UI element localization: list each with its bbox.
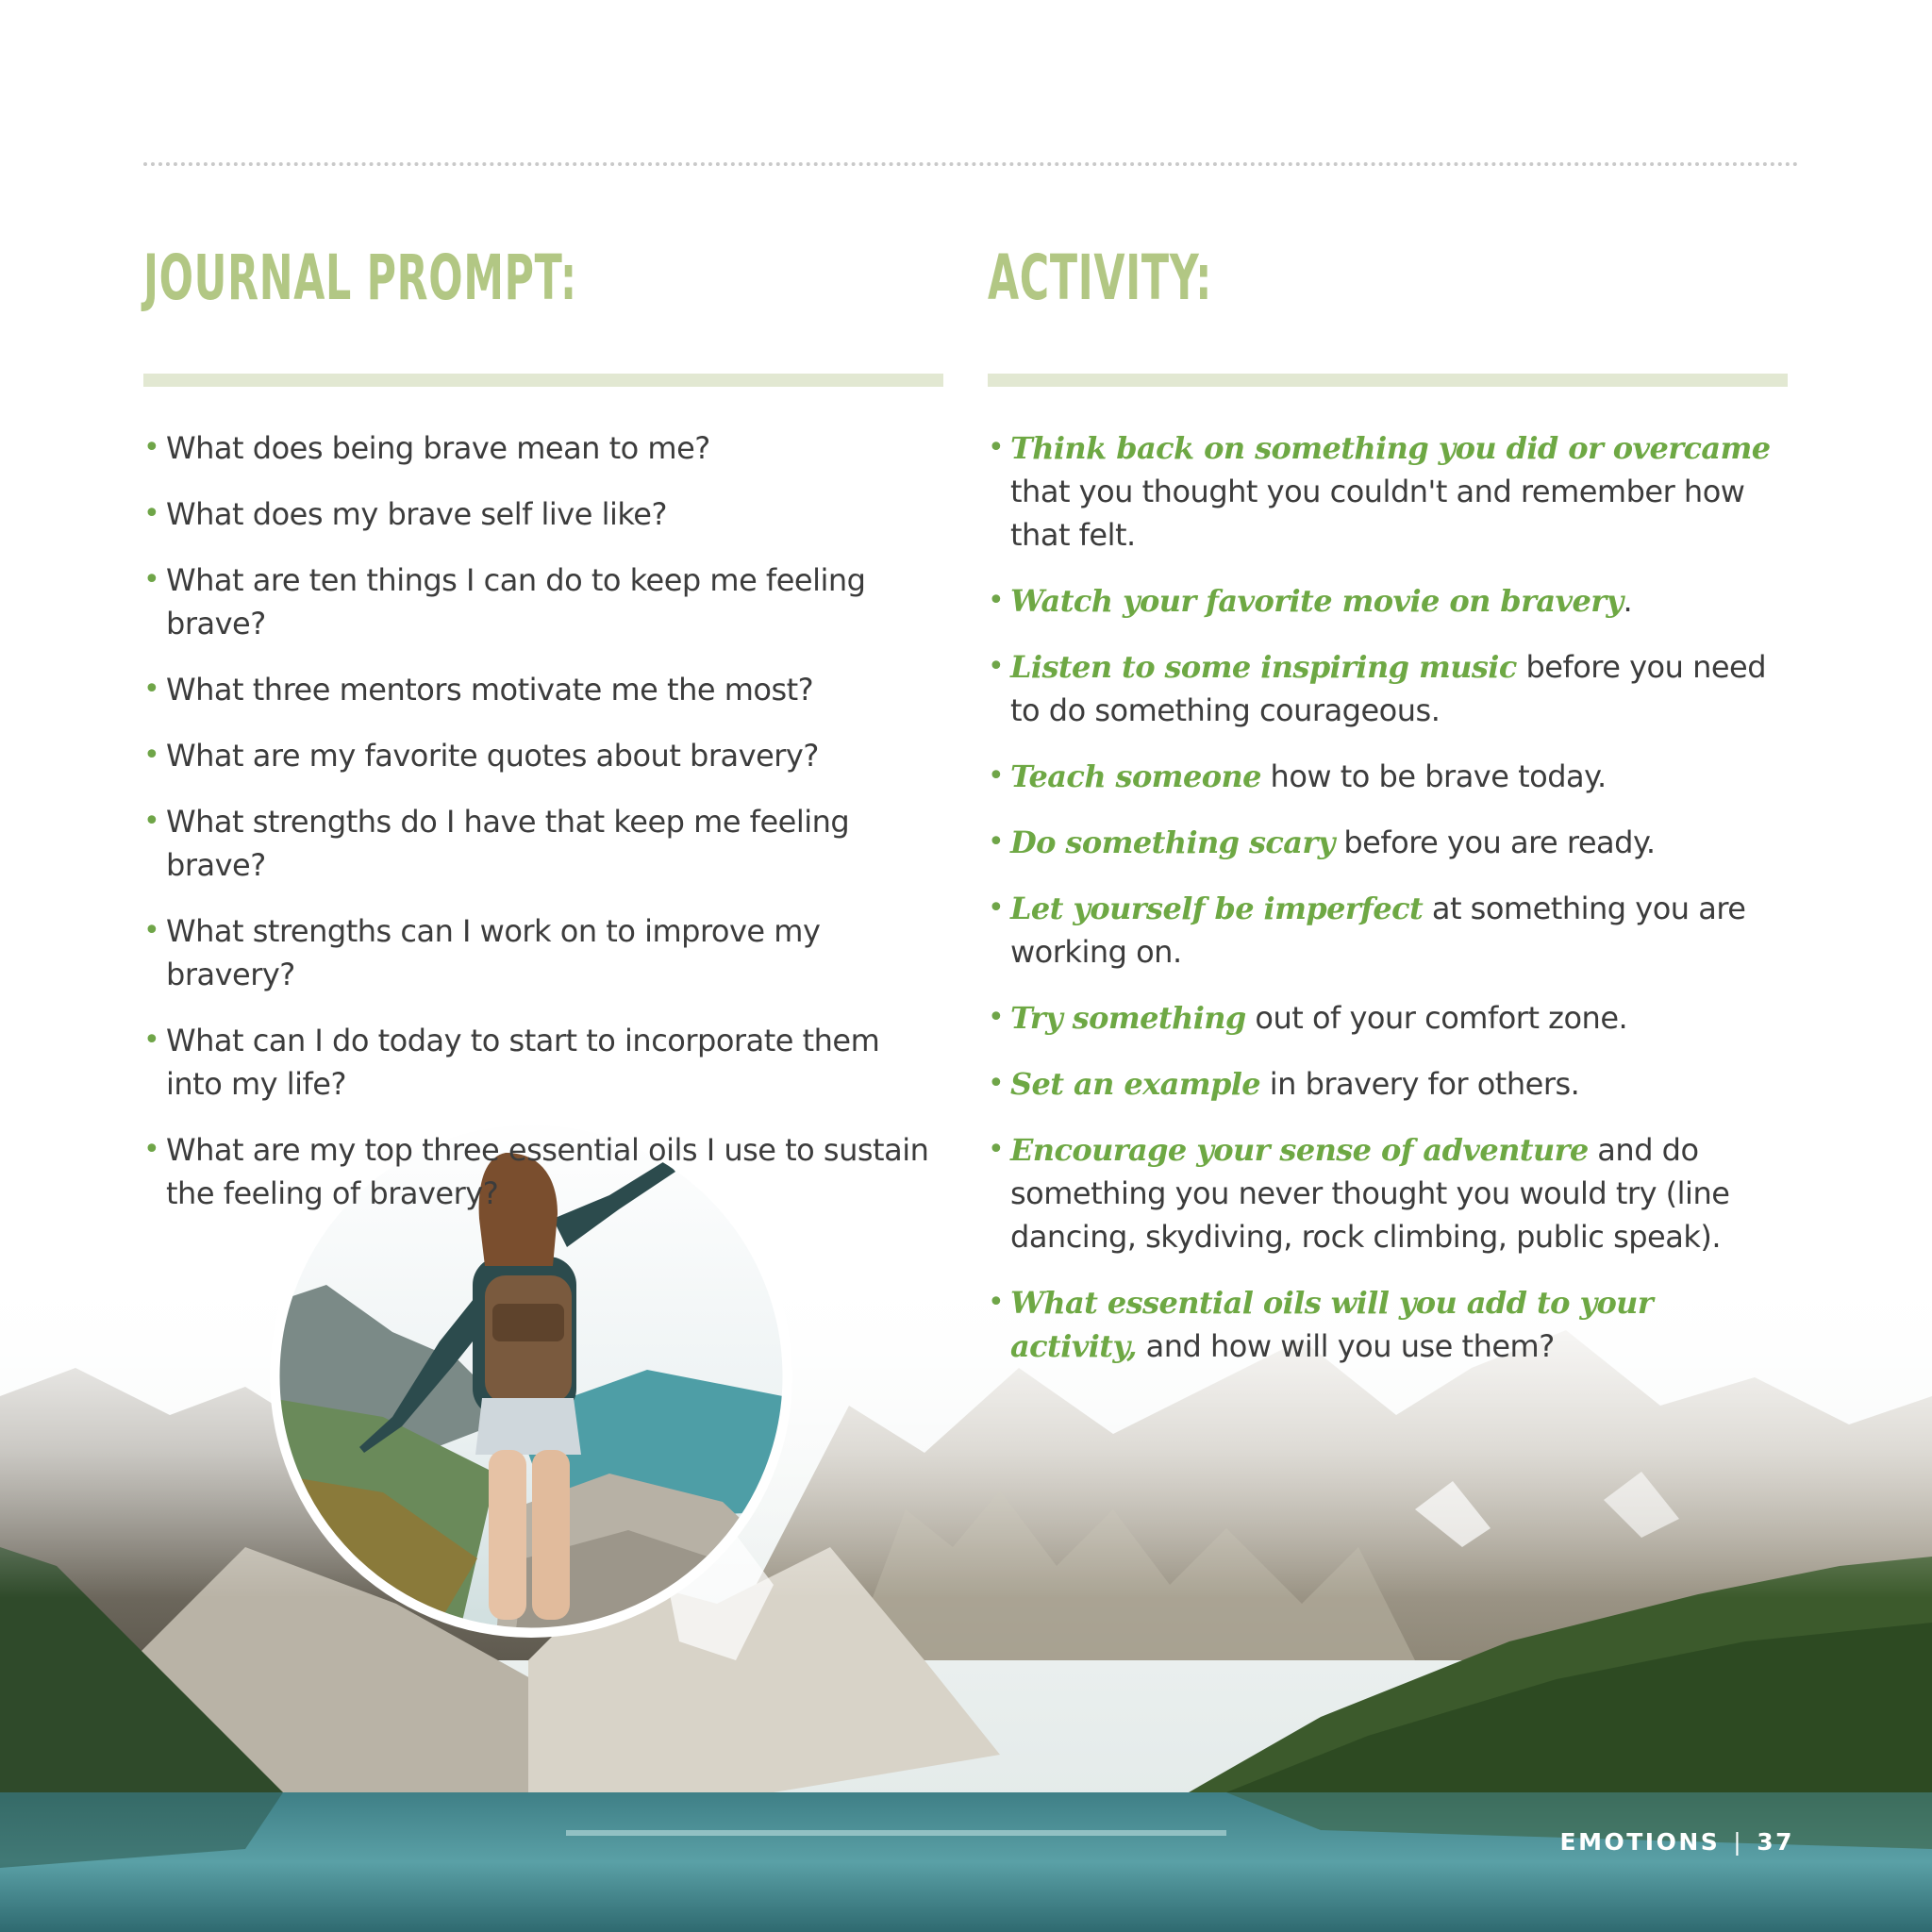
bullet-icon: •: [143, 805, 160, 838]
bullet-icon: •: [988, 1001, 1005, 1034]
journal-heading-underline: [143, 374, 943, 387]
page-number: 37: [1757, 1828, 1794, 1856]
bullet-icon: •: [988, 891, 1005, 924]
journal-prompt-section: [143, 236, 943, 1238]
list-item: • Think back on something you did or overcame that you thought you couldn't and remember how that felt.: [988, 426, 1788, 557]
bullet-icon: •: [143, 914, 160, 947]
list-item: • What does my brave self live like?: [143, 492, 943, 536]
bullet-icon: •: [988, 1133, 1005, 1166]
list-item: • Encourage your sense of adventure and do something you never thought you would try (line dancing, skydiving, rock climbing, public speak).: [988, 1128, 1788, 1258]
list-item: • What are ten things I can do to keep me feeling brave?: [143, 558, 943, 645]
list-item: • Try something out of your comfort zone.: [988, 996, 1788, 1040]
list-item: • What essential oils will you add to your activity, and how will you use them?: [988, 1281, 1788, 1368]
list-item: • What are my top three essential oils I use to sustain the feeling of bravery?: [143, 1128, 943, 1215]
bullet-icon: •: [143, 1133, 160, 1166]
bullet-icon: •: [988, 759, 1005, 792]
bullet-icon: •: [143, 1024, 160, 1057]
list-item: • Watch your favorite movie on bravery.: [988, 579, 1788, 623]
list-item: • What can I do today to start to incorporate them into my life?: [143, 1019, 943, 1106]
journal-prompt-list: [143, 426, 943, 1215]
bullet-icon: •: [143, 563, 160, 596]
page-footer: [1560, 1828, 1794, 1856]
bullet-icon: •: [988, 1067, 1005, 1100]
activity-heading-underline: [988, 374, 1788, 387]
list-item: • Let yourself be imperfect at something you are working on.: [988, 887, 1788, 974]
bullet-icon: •: [988, 650, 1005, 683]
list-item: • What are my favorite quotes about bravery?: [143, 734, 943, 777]
bullet-icon: •: [143, 497, 160, 530]
footer-separator: |: [1733, 1828, 1744, 1856]
list-item: • What strengths do I have that keep me feeling brave?: [143, 800, 943, 887]
bullet-icon: •: [143, 673, 160, 706]
list-item: • What three mentors motivate me the most?: [143, 668, 943, 711]
list-item: • Do something scary before you are ready.: [988, 821, 1788, 864]
journal-prompt-heading: JOURNAL PROMPT:: [143, 242, 577, 314]
list-item: • Listen to some inspiring music before you need to do something courageous.: [988, 645, 1788, 732]
section-name: EMOTIONS: [1559, 1828, 1721, 1856]
list-item: • What does being brave mean to me?: [143, 426, 943, 470]
top-dotted-divider: [143, 162, 1799, 166]
bullet-icon: •: [988, 1286, 1005, 1319]
bullet-icon: •: [143, 739, 160, 772]
bullet-icon: •: [988, 431, 1005, 464]
activity-list: [988, 426, 1788, 1368]
activity-heading: ACTIVITY:: [988, 242, 1213, 314]
list-item: • Set an example in bravery for others.: [988, 1062, 1788, 1106]
list-item: • What strengths can I work on to improve my bravery?: [143, 909, 943, 996]
bullet-icon: •: [988, 584, 1005, 617]
list-item: • Teach someone how to be brave today.: [988, 755, 1788, 798]
activity-section: [988, 236, 1788, 1391]
bullet-icon: •: [988, 825, 1005, 858]
bullet-icon: •: [143, 431, 160, 464]
